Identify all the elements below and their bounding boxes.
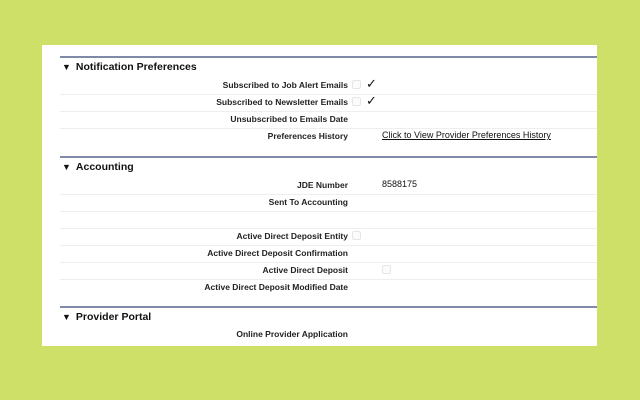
section-title: Accounting (75, 161, 134, 173)
section-provider-portal (42, 306, 597, 346)
checkmark-icon: ✓ (366, 93, 377, 108)
field-row-blank (60, 211, 597, 229)
field-label: Sent To Accounting (268, 197, 348, 207)
field-label: Active Direct Deposit Modified Date (204, 282, 348, 292)
field-row-direct-deposit-modified-date (60, 279, 597, 296)
checkbox-direct-deposit-entity[interactable] (352, 231, 361, 240)
field-label: Preferences History (267, 131, 348, 141)
section-divider (60, 306, 597, 308)
field-row-direct-deposit (60, 262, 597, 280)
field-row-job-alert-emails (60, 77, 597, 95)
field-label: Subscribed to Job Alert Emails (222, 80, 348, 90)
section-toggle-provider-portal[interactable] (62, 311, 151, 323)
field-label: Online Provider Application (236, 329, 348, 339)
field-row-unsubscribed-date (60, 111, 597, 129)
field-label: Subscribed to Newsletter Emails (216, 97, 348, 107)
section-notification-preferences (42, 56, 597, 156)
field-row-online-provider-application (60, 326, 597, 343)
section-toggle-accounting[interactable] (62, 161, 134, 173)
section-accounting (42, 156, 597, 305)
field-row-jde-number (60, 177, 597, 195)
field-row-sent-to-accounting (60, 194, 597, 212)
field-label: Active Direct Deposit (262, 265, 348, 275)
triangle-down-icon[interactable]: ▼ (62, 62, 71, 72)
field-row-newsletter-emails (60, 94, 597, 112)
field-label: Active Direct Deposit Entity (236, 231, 348, 241)
preferences-history-link[interactable]: Click to View Provider Preferences History (382, 130, 551, 140)
detail-panel (42, 45, 597, 346)
section-divider (60, 156, 597, 158)
field-label: Unsubscribed to Emails Date (230, 114, 348, 124)
field-row-direct-deposit-entity (60, 228, 597, 246)
section-divider (60, 56, 597, 58)
checkbox-direct-deposit[interactable] (382, 265, 391, 274)
field-row-preferences-history (60, 128, 597, 145)
jde-number-value: 8588175 (382, 179, 418, 189)
triangle-down-icon[interactable]: ▼ (62, 312, 71, 322)
field-row-direct-deposit-confirmation (60, 245, 597, 263)
triangle-down-icon[interactable]: ▼ (62, 162, 71, 172)
checkbox-newsletter-emails[interactable] (352, 97, 361, 106)
field-label: Active Direct Deposit Confirmation (207, 248, 348, 258)
field-label: JDE Number (296, 180, 348, 190)
section-toggle-notification-preferences[interactable] (62, 61, 197, 73)
section-title: Provider Portal (75, 311, 152, 323)
section-title: Notification Preferences (75, 61, 197, 73)
checkmark-icon: ✓ (366, 76, 377, 91)
checkbox-job-alert-emails[interactable] (352, 80, 361, 89)
